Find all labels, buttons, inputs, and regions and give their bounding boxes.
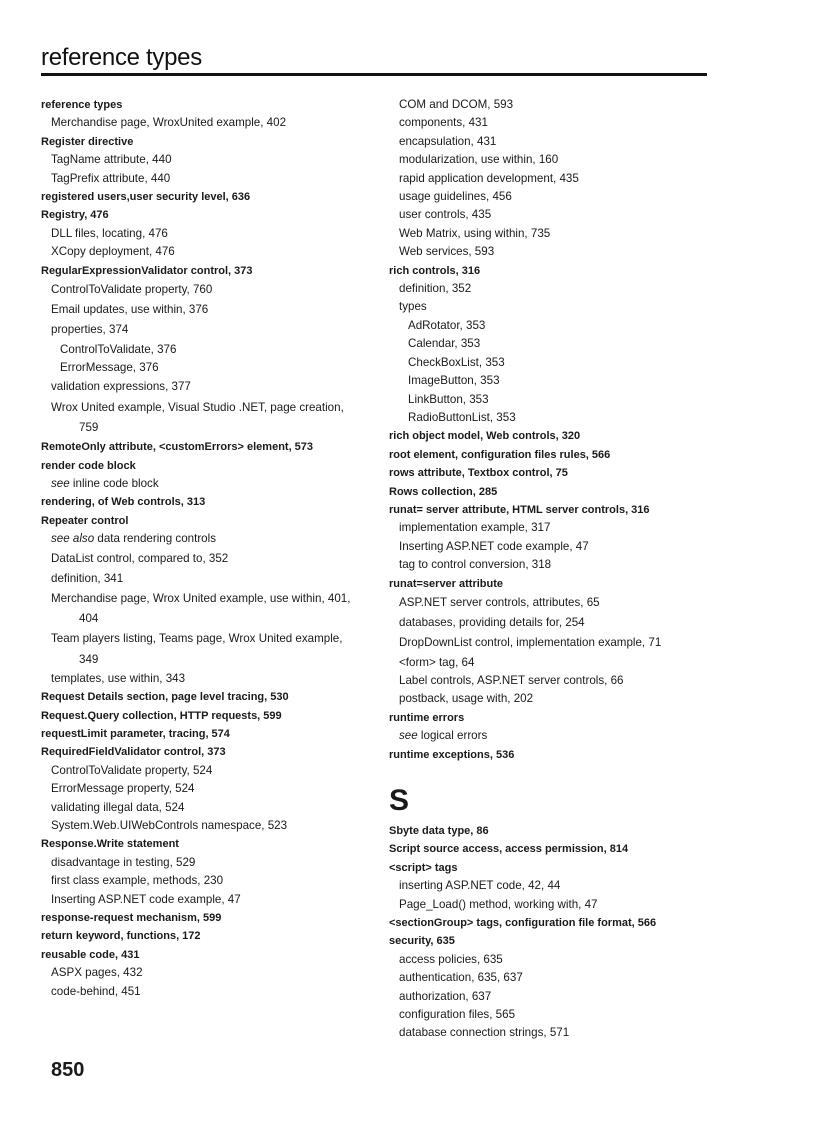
entry-text: runtime errors <box>389 711 465 724</box>
entry-text: System.Web.UIWebControls namespace, 523 <box>51 819 288 832</box>
index-subentry <box>389 896 709 914</box>
entry-text: TagPrefix attribute, 440 <box>51 171 171 185</box>
entry-text: Inserting ASP.NET code example, 47 <box>399 539 589 553</box>
entry-text: validation expressions, 377 <box>51 380 191 394</box>
index-subentry <box>41 114 359 132</box>
entry-text: ControlToValidate property, 760 <box>51 283 213 297</box>
index-subentry <box>41 983 359 1001</box>
index-subentry <box>389 335 709 353</box>
entry-text: Email updates, use within, 376 <box>51 303 209 317</box>
index-subentry <box>389 151 709 169</box>
index-heading-entry <box>41 133 359 151</box>
index-heading-entry <box>41 206 359 224</box>
index-subentry <box>41 341 359 359</box>
header-rule <box>41 73 707 76</box>
entry-text: render code block <box>41 459 136 472</box>
entry-text: Response.Write statement <box>41 838 179 851</box>
entry-text: validating illegal data, 524 <box>51 800 185 814</box>
entry-text: runtime exceptions, 536 <box>389 748 515 761</box>
index-subentry <box>389 727 709 745</box>
index-section-r-entries <box>389 96 709 764</box>
entry-text: Registry, 476 <box>41 209 109 222</box>
index-subentry <box>389 1024 709 1042</box>
entry-text: Register directive <box>41 135 134 148</box>
index-subentry <box>41 243 359 261</box>
index-subentry <box>389 633 709 653</box>
entry-text: Inserting ASP.NET code example, 47 <box>51 892 241 906</box>
index-heading-entry <box>389 914 709 932</box>
entry-text: Web Matrix, using within, 735 <box>399 226 551 240</box>
entry-text: properties, 374 <box>51 323 129 337</box>
entry-text: RegularExpressionValidator control, 373 <box>41 264 253 277</box>
entry-text: rich controls, 316 <box>389 264 481 277</box>
index-subentry <box>41 530 359 548</box>
entry-text: ErrorMessage, 376 <box>60 361 159 375</box>
entry-text: security, 635 <box>389 935 455 948</box>
index-subentry <box>41 780 359 798</box>
index-subentry <box>389 690 709 708</box>
index-subentry <box>41 170 359 188</box>
index-subentry <box>41 280 359 300</box>
index-subentry <box>389 1006 709 1024</box>
index-subentry <box>41 359 359 377</box>
index-heading-entry <box>389 427 709 445</box>
index-subentry <box>41 377 359 397</box>
entry-text: see also data rendering controls <box>51 532 216 546</box>
entry-text: see logical errors <box>399 729 488 743</box>
entry-continuation: 404 <box>79 612 99 626</box>
entry-text: Script source access, access permission, 814 <box>389 843 629 856</box>
index-heading-entry <box>41 946 359 964</box>
index-subentry <box>389 354 709 372</box>
entry-text: configuration files, 565 <box>399 1008 516 1022</box>
index-heading-entry <box>389 709 709 727</box>
index-subentry <box>41 964 359 982</box>
entry-text: Repeater control <box>41 514 129 527</box>
index-subentry <box>389 133 709 151</box>
entry-text: types <box>399 300 427 314</box>
index-subentry <box>41 475 359 493</box>
index-heading-entry <box>41 188 359 206</box>
index-heading-entry <box>389 840 709 858</box>
entry-text: code-behind, 451 <box>51 984 141 998</box>
index-heading-entry <box>41 457 359 475</box>
entry-text: Rows collection, 285 <box>389 485 498 498</box>
entry-text: Web services, 593 <box>399 245 495 259</box>
index-subentry <box>41 589 359 629</box>
index-subentry <box>41 872 359 890</box>
index-heading-entry <box>389 859 709 877</box>
entry-text: DropDownList control, implementation example, 71 <box>399 636 662 650</box>
index-subentry <box>389 654 709 672</box>
entry-text: usage guidelines, 456 <box>399 190 512 204</box>
entry-text: response-request mechanism, 599 <box>41 912 222 925</box>
entry-text: Team players listing, Teams page, Wrox United example, <box>51 632 343 646</box>
index-subentry <box>389 114 709 132</box>
index-subentry <box>41 762 359 780</box>
entry-text: RemoteOnly attribute, <customErrors> element, 573 <box>41 441 314 454</box>
index-heading-entry <box>41 493 359 511</box>
entry-text: <form> tag, 64 <box>399 655 475 669</box>
index-subentry <box>389 298 709 316</box>
entry-text: ControlToValidate property, 524 <box>51 763 213 777</box>
entry-text: first class example, methods, 230 <box>51 874 224 888</box>
index-heading-entry <box>41 927 359 945</box>
index-heading-entry <box>41 262 359 280</box>
index-heading-entry <box>41 743 359 761</box>
entry-text: rows attribute, Textbox control, 75 <box>389 467 568 480</box>
index-subentry <box>389 225 709 243</box>
entry-continuation: 349 <box>79 652 99 666</box>
index-subentry <box>389 372 709 390</box>
entry-text: Request.Query collection, HTTP requests, 599 <box>41 709 282 722</box>
index-subentry <box>389 969 709 987</box>
index-heading-entry <box>41 96 359 114</box>
index-heading-entry <box>389 575 709 593</box>
index-heading-entry <box>41 725 359 743</box>
index-heading-entry <box>389 501 709 519</box>
index-subentry <box>41 854 359 872</box>
entry-text: user controls, 435 <box>399 208 492 222</box>
entry-text: disadvantage in testing, 529 <box>51 855 196 869</box>
index-column-right <box>389 96 709 1043</box>
index-subentry <box>389 988 709 1006</box>
index-subentry <box>41 569 359 589</box>
index-subentry <box>389 188 709 206</box>
index-subentry <box>41 151 359 169</box>
index-heading-entry <box>389 822 709 840</box>
entry-text: <sectionGroup> tags, configuration file format, 566 <box>389 917 657 930</box>
entry-text: RequiredFieldValidator control, 373 <box>41 746 226 759</box>
index-subentry <box>389 556 709 574</box>
entry-text: see inline code block <box>51 476 159 490</box>
index-heading-entry <box>41 512 359 530</box>
entry-text: definition, 341 <box>51 571 124 585</box>
index-subentry <box>41 225 359 243</box>
entry-text: access policies, 635 <box>399 952 503 966</box>
index-subentry <box>389 243 709 261</box>
entry-text: definition, 352 <box>399 282 472 296</box>
index-subentry <box>41 549 359 569</box>
entry-text: requestLimit parameter, tracing, 574 <box>41 727 230 740</box>
index-heading-entry <box>389 483 709 501</box>
index-subentry <box>389 170 709 188</box>
index-subentry <box>41 799 359 817</box>
entry-text: COM and DCOM, 593 <box>399 98 514 111</box>
entry-text: rich object model, Web controls, 320 <box>389 430 581 443</box>
entry-text: AdRotator, 353 <box>408 318 486 332</box>
entry-text: encapsulation, 431 <box>399 134 497 148</box>
entry-text: inserting ASP.NET code, 42, 44 <box>399 879 561 893</box>
entry-text: DLL files, locating, 476 <box>51 226 168 240</box>
entry-text: TagName attribute, 440 <box>51 153 172 167</box>
index-subentry <box>41 670 359 688</box>
index-heading-entry <box>41 688 359 706</box>
index-heading-entry <box>389 446 709 464</box>
entry-text: reusable code, 431 <box>41 948 140 961</box>
entry-text: ASP.NET server controls, attributes, 65 <box>399 595 600 609</box>
entry-text: database connection strings, 571 <box>399 1026 570 1040</box>
entry-text: Wrox United example, Visual Studio .NET, page creation, <box>51 400 344 414</box>
entry-text: return keyword, functions, 172 <box>41 930 201 943</box>
entry-text: authentication, 635, 637 <box>399 971 523 985</box>
index-subentry <box>389 951 709 969</box>
index-section-s-entries <box>389 822 709 1043</box>
entry-text: rendering, of Web controls, 313 <box>41 496 206 509</box>
entry-text: components, 431 <box>399 116 488 130</box>
index-subentry <box>389 96 709 114</box>
index-subentry <box>389 391 709 409</box>
index-subentry <box>389 206 709 224</box>
index-heading-entry <box>41 909 359 927</box>
entry-text: Label controls, ASP.NET server controls, 66 <box>399 673 624 687</box>
entry-text: Request Details section, page level tracing, 530 <box>41 691 289 704</box>
entry-text: rapid application development, 435 <box>399 171 579 185</box>
index-subentry <box>389 672 709 690</box>
entry-text: databases, providing details for, 254 <box>399 616 585 630</box>
entry-text: Sbyte data type, 86 <box>389 825 489 838</box>
entry-text: Page_Load() method, working with, 47 <box>399 897 598 911</box>
entry-text: <script> tags <box>389 861 458 874</box>
entry-text: Merchandise page, Wrox United example, use within, 401, <box>51 591 351 605</box>
entry-text: postback, usage with, 202 <box>399 692 534 706</box>
entry-text: Calendar, 353 <box>408 337 481 351</box>
page-number: 850 <box>51 1059 85 1081</box>
index-subentry <box>41 817 359 835</box>
index-subentry <box>389 409 709 427</box>
entry-text: reference types <box>41 99 123 111</box>
index-column-left <box>41 96 359 1001</box>
entry-text: runat= server attribute, HTML server controls, 316 <box>389 503 650 516</box>
entry-text: tag to control conversion, 318 <box>399 558 552 572</box>
entry-continuation: 759 <box>79 420 99 434</box>
entry-text: modularization, use within, 160 <box>399 153 559 167</box>
entry-text: runat=server attribute <box>389 577 504 590</box>
index-subentry <box>389 593 709 613</box>
entry-text: ControlToValidate, 376 <box>60 342 177 356</box>
entry-text: DataList control, compared to, 352 <box>51 551 229 565</box>
entry-text: ErrorMessage property, 524 <box>51 782 195 796</box>
entry-text: XCopy deployment, 476 <box>51 245 175 259</box>
index-subentry <box>41 300 359 320</box>
entry-text: Merchandise page, WroxUnited example, 402 <box>51 116 287 130</box>
index-heading-entry <box>41 835 359 853</box>
index-heading-entry <box>389 262 709 280</box>
index-subentry <box>389 317 709 335</box>
entry-text: templates, use within, 343 <box>51 671 186 685</box>
index-heading-entry <box>41 438 359 456</box>
index-subentry <box>41 629 359 669</box>
index-heading-entry <box>389 932 709 950</box>
entry-text: registered users,user security level, 636 <box>41 191 251 204</box>
index-subentry <box>389 613 709 633</box>
index-heading-entry <box>41 707 359 725</box>
index-subentry <box>389 280 709 298</box>
index-subentry <box>41 398 359 438</box>
entry-text: LinkButton, 353 <box>408 392 489 406</box>
index-subentry <box>41 891 359 909</box>
index-subentry <box>41 320 359 340</box>
entry-text: implementation example, 317 <box>399 521 551 535</box>
index-subentry <box>389 519 709 537</box>
page-title: reference types <box>41 44 202 71</box>
entry-text: CheckBoxList, 353 <box>408 355 505 369</box>
index-subentry <box>389 877 709 895</box>
section-letter-heading: S <box>389 784 410 818</box>
index-heading-entry <box>389 464 709 482</box>
entry-text: root element, configuration files rules, 566 <box>389 448 611 461</box>
entry-text: ImageButton, 353 <box>408 374 500 388</box>
index-subentry <box>389 538 709 556</box>
entry-text: RadioButtonList, 353 <box>408 410 516 424</box>
entry-text: ASPX pages, 432 <box>51 966 143 980</box>
entry-text: authorization, 637 <box>399 989 492 1003</box>
index-heading-entry <box>389 746 709 764</box>
